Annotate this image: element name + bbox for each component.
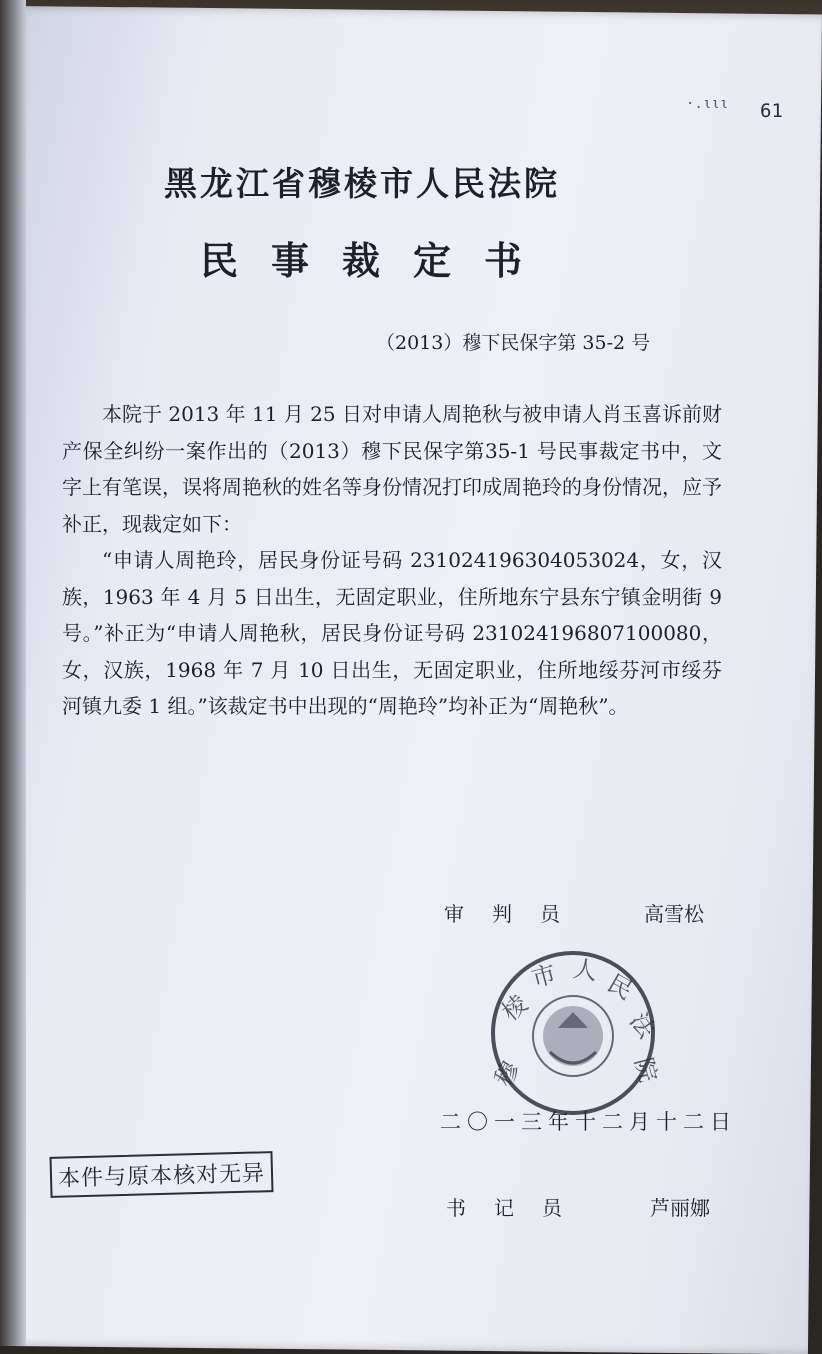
page-mark: ·.ιιι [686,96,729,112]
paragraph-correction-notice: 本院于 2013 年 11 月 25 日对申请人周艳秋与被申请人肖玉喜诉前财产保全纠纷一案作出的（2013）穆下民保字第35-1 号民事裁定书中，文字上有笔误，误将周艳秋的姓名等身份情况打印成周艳玲的身份情况，应予补正，现裁定如下： [62,402,722,536]
paragraph-correction-detail: “申请人周艳玲，居民身份证号码 231024196304053024，女，汉族，1963 年 4 月 5 日出生，无固定职业，住所地东宁县东宁镇金明街 9 号。”补正为“申请人周艳秋，居民身份证号码 231024196807100080，女，汉族，1968 年 7 月 10 日出生，无固定职业，住所地绥芬河市绥芬河镇九委 1 组。”该裁定书中出现的“周艳玲”均补正为“周艳秋”。 [62,548,722,718]
svg-text:法: 法 [624,1007,661,1044]
clerk-name: 芦丽娜 [650,1196,710,1220]
page-number: 61 [760,100,783,122]
svg-text:市: 市 [528,959,560,993]
ruling-body [62,396,722,725]
court-name: 黑龙江省穆棱市人民法院 [164,164,560,203]
case-number: （2013）穆下民保字第 35-2 号 [376,332,651,354]
clerk-role: 书记员 [446,1196,590,1220]
judge-signature [444,898,704,927]
page-binding-edge [0,0,26,1346]
svg-text:人: 人 [571,954,599,986]
clerk-signature [446,1192,710,1221]
svg-text:民: 民 [602,968,638,1006]
judge-role: 审判员 [444,902,588,926]
judge-name: 高雪松 [644,902,704,926]
verification-stamp: 本件与原本核对无异 [50,1151,274,1198]
svg-text:穆: 穆 [488,1056,526,1092]
svg-text:棱: 棱 [496,989,534,1027]
court-seal [488,948,663,1118]
svg-text:院: 院 [629,1054,663,1086]
ruling-date: 二〇一三年十二月十二日 [440,1110,737,1134]
document-title: 民事裁定书 [200,238,556,283]
